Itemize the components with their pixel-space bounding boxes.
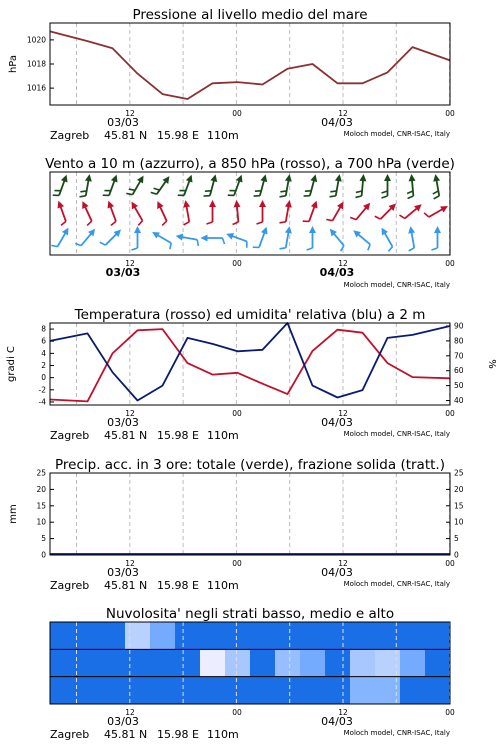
date-label: 03/03 [107, 116, 139, 129]
time-tick-label: 00 [445, 109, 455, 118]
barb-head [134, 226, 141, 233]
y-tick-right-label: 0 [454, 550, 459, 560]
barb-flag [196, 240, 199, 246]
barb-flag [375, 215, 381, 221]
barb-flag [407, 196, 413, 199]
barb-flag [80, 195, 86, 198]
footer-lat: 45.81 N [104, 728, 148, 741]
date-label: 03/03 [107, 715, 139, 728]
time-tick-label: 12 [125, 708, 135, 717]
barb-head [201, 235, 208, 242]
footer-credit: Moloch model, CNR-ISAC, Italy [343, 729, 450, 737]
barb-head [384, 174, 391, 181]
wind-barb [349, 228, 373, 251]
wind-barbs [51, 173, 449, 252]
barb-head [175, 232, 183, 240]
wind-barb [132, 226, 142, 250]
barb-head [440, 203, 450, 213]
barb-flag [168, 243, 173, 249]
y-tick-right-label: 25 [454, 468, 464, 478]
series-line [50, 329, 450, 401]
wind-barb [307, 226, 317, 250]
wind-barb [53, 200, 70, 226]
wind-barb [230, 200, 242, 225]
date-label: 03/03 [107, 566, 139, 579]
barb-flag [207, 222, 213, 224]
wind-barb [253, 225, 270, 251]
cloud-panel [50, 606, 455, 741]
barb-head [259, 200, 266, 207]
humidity-ylabel: % [486, 359, 497, 369]
wind-barb [405, 226, 419, 251]
footer-credit: Moloch model, CNR-ISAC, Italy [343, 430, 450, 438]
time-tick-label: 00 [232, 109, 242, 118]
barb-head [335, 174, 343, 182]
wind-title: Vento a 10 m (azzurro), a 850 hPa (rosso), a 700 hPa (verde) [45, 156, 455, 172]
barb-flag [432, 248, 438, 250]
pressure-ylabel: hPa [8, 54, 19, 74]
wind-barb [75, 225, 98, 249]
pressure-panel [8, 7, 455, 142]
wind-barb [204, 173, 219, 199]
wind-barb [178, 173, 195, 199]
y-tick-right-label: 60 [454, 366, 464, 376]
precipitation-title: Precip. acc. in 3 ore: totale (verde), frazione solida (tratt.) [55, 457, 445, 473]
barb-head [432, 174, 440, 182]
barb-flag [304, 194, 310, 197]
wind-x-labels [106, 259, 455, 279]
precipitation-frame [50, 473, 450, 555]
y-tick-right-label: 10 [454, 517, 464, 527]
barb-flag [303, 219, 309, 223]
barb-head [434, 226, 441, 233]
footer-lon: 15.98 E [157, 579, 199, 592]
wind-barb [126, 173, 146, 199]
barb-flag [350, 216, 356, 221]
wind-barb [100, 225, 124, 249]
footer-elevation: 110m [207, 728, 239, 741]
barb-head [309, 226, 316, 233]
barb-head [260, 174, 269, 183]
wind-barb [77, 200, 96, 226]
barb-flag [53, 193, 59, 197]
barb-head [111, 174, 120, 183]
cloud-x-labels [107, 708, 455, 728]
wind-barb [280, 173, 294, 198]
y-tick-label: 8 [41, 324, 46, 334]
y-tick-label: 15 [36, 501, 46, 511]
wind-barb [201, 235, 225, 245]
wind-barb [330, 173, 344, 198]
barb-flag [223, 238, 225, 244]
barb-head [62, 226, 72, 236]
time-tick-label: 00 [232, 259, 242, 268]
barb-head [261, 226, 270, 235]
precipitation-x-labels [107, 559, 455, 579]
y-tick-label: 4 [41, 348, 46, 358]
wind-barb [224, 231, 250, 248]
cloud-footer [50, 728, 450, 741]
time-tick-label: 12 [338, 409, 348, 418]
pressure-footer [50, 129, 450, 142]
time-tick-label: 00 [445, 559, 455, 568]
footer-lon: 15.98 E [157, 129, 199, 142]
barb-flag [103, 193, 109, 197]
barb-head [310, 174, 319, 183]
series-line [50, 31, 450, 99]
cloud-cell [350, 649, 375, 676]
time-tick-label: 00 [232, 708, 242, 717]
barb-head [154, 200, 163, 209]
footer-city: Zagreb [50, 129, 90, 142]
pressure-grid [77, 23, 450, 105]
temperature-x-labels [107, 409, 455, 429]
barb-head [233, 200, 241, 208]
barb-flag [100, 241, 106, 247]
barb-flag [339, 246, 345, 251]
wind-barb [149, 229, 175, 249]
barb-flag [51, 244, 57, 249]
footer-lon: 15.98 E [157, 728, 199, 741]
wind-barb [151, 173, 173, 198]
y-tick-label: 20 [36, 484, 46, 494]
series-line [50, 323, 450, 401]
barb-head [150, 229, 160, 239]
time-tick-label: 00 [232, 559, 242, 568]
cloud-cell [350, 677, 375, 704]
cloud-cell [125, 622, 150, 649]
barb-head [186, 174, 195, 183]
wind-barb [405, 174, 417, 199]
barb-head [210, 174, 219, 183]
barb-flag [204, 194, 210, 197]
y-tick-label: 1020 [26, 35, 46, 45]
wind-barb [432, 226, 442, 250]
time-tick-label: 12 [125, 109, 135, 118]
barb-flag [161, 221, 167, 225]
barb-head [285, 200, 293, 208]
date-label: 04/03 [321, 116, 353, 129]
footer-elevation: 110m [207, 129, 239, 142]
wind-barb [51, 225, 71, 251]
wind-barb [257, 200, 267, 224]
y-tick-label: 0 [41, 373, 46, 383]
temperature-y-ticks [39, 325, 54, 407]
footer-city: Zagreb [50, 728, 90, 741]
barb-flag [137, 221, 143, 226]
cloud-cell [200, 649, 225, 676]
barb-flag [330, 195, 336, 198]
precipitation-panel [8, 457, 464, 592]
footer-city: Zagreb [50, 579, 90, 592]
y-tick-label: 5 [41, 534, 46, 544]
cloud-cell [300, 649, 325, 676]
cloud-cell [275, 649, 300, 676]
barb-flag [307, 248, 313, 250]
date-label: 04/03 [321, 566, 353, 579]
barb-head [311, 200, 320, 209]
y-tick-label: 25 [36, 468, 46, 478]
footer-lat: 45.81 N [104, 429, 148, 442]
barb-flag [433, 196, 439, 199]
wind-barb [80, 173, 94, 198]
time-tick-label: 12 [338, 259, 348, 268]
date-label: 04/03 [321, 416, 353, 429]
barb-flag [366, 244, 371, 250]
time-tick-label: 12 [338, 708, 348, 717]
barb-flag [257, 222, 263, 224]
wind-barb [152, 200, 171, 226]
y-tick-right-label: 40 [454, 396, 464, 406]
wind-barb [175, 232, 200, 246]
footer-credit: Moloch model, CNR-ISAC, Italy [343, 580, 450, 588]
cloud-cell [225, 649, 250, 676]
y-tick-right-label: 80 [454, 336, 464, 346]
barb-flag [254, 194, 260, 197]
y-tick-label: 1018 [26, 59, 46, 69]
wind-barb [382, 174, 392, 198]
y-tick-right-label: 70 [454, 351, 464, 361]
barb-flag [424, 212, 429, 218]
wind-barb [103, 200, 120, 226]
date-label: 03/03 [105, 266, 141, 279]
footer-credit: Moloch model, CNR-ISAC, Italy [343, 281, 450, 289]
y-tick-label: -2 [38, 385, 46, 395]
time-tick-label: 12 [125, 259, 135, 268]
footer-elevation: 110m [207, 429, 239, 442]
barb-flag [60, 221, 66, 225]
wind-barb [350, 199, 373, 223]
y-tick-label: 2 [41, 361, 46, 371]
barb-flag [232, 222, 238, 225]
temperature-ylabel: gradi C [6, 346, 17, 382]
cloud-heatmap [50, 622, 450, 704]
footer-city: Zagreb [50, 429, 90, 442]
y-tick-label: -4 [38, 397, 46, 407]
temperature-title: Temperatura (rosso) ed umidita' relativa (blu) a 2 m [74, 307, 426, 323]
wind-barb [180, 200, 194, 225]
time-tick-label: 12 [338, 559, 348, 568]
barb-head [61, 174, 70, 183]
cloud-cell [150, 622, 175, 649]
cloud-title: Nuvolosita' negli strati basso, medio e alto [105, 606, 395, 622]
precipitation-grid [77, 473, 450, 555]
y-tick-right-label: 20 [454, 484, 464, 494]
barb-head [55, 200, 64, 209]
precipitation-y-ticks [36, 469, 463, 560]
barb-flag [253, 245, 259, 249]
barb-head [285, 174, 293, 182]
barb-flag [387, 247, 393, 252]
y-tick-right-label: 90 [454, 321, 464, 331]
wind-barb [303, 199, 320, 225]
wind-barb [280, 225, 294, 250]
wind-barb [254, 173, 269, 199]
temperature-footer [50, 429, 450, 442]
y-tick-label: 0 [41, 550, 46, 560]
barb-flag [280, 247, 286, 250]
footer-lat: 45.81 N [104, 579, 148, 592]
y-tick-right-label: 15 [454, 501, 464, 511]
pressure-x-labels [107, 109, 455, 129]
barb-flag [280, 195, 286, 198]
barb-flag [151, 191, 157, 196]
wind-barb [280, 199, 294, 224]
precipitation-footer [50, 579, 450, 592]
barb-head [105, 200, 114, 209]
barb-flag [408, 248, 414, 251]
time-tick-label: 12 [338, 109, 348, 118]
y-tick-label: 10 [36, 517, 46, 527]
time-tick-label: 12 [125, 559, 135, 568]
barb-flag [280, 221, 286, 224]
barb-flag [86, 221, 92, 225]
wind-footer [344, 281, 450, 289]
barb-flag [183, 222, 189, 225]
wind-panel [45, 156, 455, 289]
wind-barb [304, 173, 319, 199]
cloud-cell [400, 649, 425, 676]
barb-flag [132, 248, 138, 250]
time-tick-label: 00 [232, 409, 242, 418]
wind-barb [430, 174, 444, 199]
wind-barb [207, 200, 217, 224]
time-tick-label: 12 [125, 409, 135, 418]
barb-head [337, 200, 347, 210]
temperature-series [50, 323, 450, 401]
pressure-title: Pressione al livello medio del mare [132, 7, 368, 23]
wind-barb [355, 174, 367, 199]
barb-head [225, 231, 234, 240]
barb-head [359, 174, 367, 182]
wind-barb [325, 227, 348, 251]
wind-barb [375, 199, 399, 223]
barb-head [236, 174, 245, 183]
barb-flag [399, 214, 404, 220]
wind-barb [424, 201, 450, 221]
barb-head [137, 174, 147, 184]
precipitation-ylabel: mm [8, 504, 19, 524]
barb-head [378, 226, 388, 236]
y-tick-label: 1016 [26, 83, 46, 93]
barb-flag [355, 195, 361, 198]
date-label: 04/03 [319, 266, 355, 279]
y-tick-right-label: 50 [454, 381, 464, 391]
footer-elevation: 110m [207, 579, 239, 592]
barb-head [209, 200, 216, 207]
footer-lat: 45.81 N [104, 129, 148, 142]
barb-head [407, 226, 415, 234]
date-label: 03/03 [107, 416, 139, 429]
barb-head [79, 200, 88, 209]
barb-flag [228, 193, 234, 197]
barb-flag [245, 241, 249, 247]
barb-flag [110, 221, 116, 225]
wind-barb [103, 173, 120, 199]
time-tick-label: 00 [445, 409, 455, 418]
time-tick-label: 00 [445, 259, 455, 268]
wind-barb [399, 200, 423, 223]
footer-credit: Moloch model, CNR-ISAC, Italy [343, 130, 450, 138]
barb-head [85, 174, 93, 182]
y-tick-right-label: 5 [454, 534, 459, 544]
barb-flag [326, 218, 332, 223]
wind-barb [376, 226, 396, 252]
barb-flag [382, 196, 388, 198]
date-label: 04/03 [321, 715, 353, 728]
footer-lon: 15.98 E [157, 429, 199, 442]
pressure-series [50, 31, 450, 99]
wind-barb [53, 173, 70, 199]
pressure-frame [50, 23, 450, 105]
humidity-y-ticks [446, 321, 464, 405]
time-tick-label: 00 [445, 708, 455, 717]
barb-head [285, 226, 293, 234]
y-tick-label: 6 [41, 336, 46, 346]
barb-head [408, 174, 416, 182]
temperature-panel [6, 307, 497, 442]
